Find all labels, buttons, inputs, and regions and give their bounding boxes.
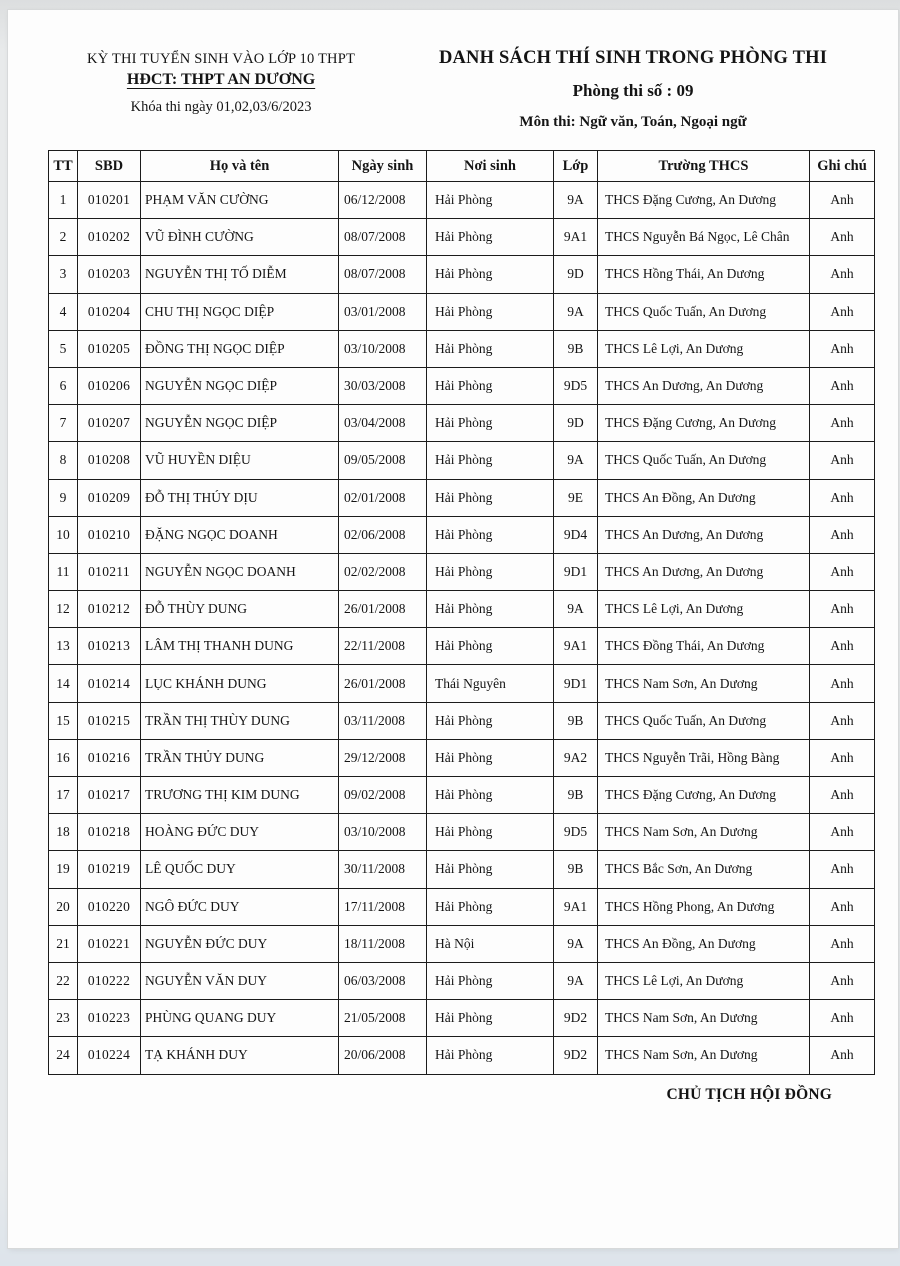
cell-school: THCS Hồng Thái, An Dương xyxy=(598,256,810,293)
cell-note: Anh xyxy=(810,888,875,925)
cell-sbd: 010220 xyxy=(78,888,141,925)
cell-sbd: 010223 xyxy=(78,1000,141,1037)
cell-note: Anh xyxy=(810,182,875,219)
cell-sbd: 010215 xyxy=(78,702,141,739)
cell-pob: Hải Phòng xyxy=(427,814,554,851)
cell-school: THCS Nam Sơn, An Dương xyxy=(598,814,810,851)
cell-school: THCS Nguyễn Bá Ngọc, Lê Chân xyxy=(598,219,810,256)
table-row xyxy=(49,405,875,442)
document-header xyxy=(48,48,872,131)
cell-sbd: 010204 xyxy=(78,293,141,330)
cell-sbd: 010217 xyxy=(78,777,141,814)
cell-class: 9D2 xyxy=(554,1000,598,1037)
cell-class: 9A xyxy=(554,293,598,330)
cell-pob: Thái Nguyên xyxy=(427,665,554,702)
cell-sbd: 010203 xyxy=(78,256,141,293)
cell-sbd: 010221 xyxy=(78,925,141,962)
cell-name: NGUYỄN NGỌC DIỆP xyxy=(141,405,339,442)
table-row xyxy=(49,182,875,219)
cell-sbd: 010219 xyxy=(78,851,141,888)
cell-tt: 4 xyxy=(49,293,78,330)
cell-tt: 24 xyxy=(49,1037,78,1074)
cell-sbd: 010206 xyxy=(78,367,141,404)
table-row xyxy=(49,628,875,665)
cell-pob: Hải Phòng xyxy=(427,330,554,367)
cell-tt: 20 xyxy=(49,888,78,925)
cell-tt: 3 xyxy=(49,256,78,293)
cell-school: THCS An Đồng, An Dương xyxy=(598,925,810,962)
cell-school: THCS Nam Sơn, An Dương xyxy=(598,665,810,702)
cell-class: 9A xyxy=(554,962,598,999)
cell-note: Anh xyxy=(810,739,875,776)
cell-class: 9B xyxy=(554,777,598,814)
cell-name: VŨ ĐÌNH CƯỜNG xyxy=(141,219,339,256)
cell-class: 9A xyxy=(554,591,598,628)
cell-sbd: 010209 xyxy=(78,479,141,516)
cell-note: Anh xyxy=(810,851,875,888)
cell-note: Anh xyxy=(810,405,875,442)
cell-tt: 21 xyxy=(49,925,78,962)
column-header-sbd: SBD xyxy=(78,151,141,182)
table-row xyxy=(49,777,875,814)
cell-note: Anh xyxy=(810,442,875,479)
exam-dates: Khóa thi ngày 01,02,03/6/2023 xyxy=(130,99,312,115)
cell-sbd: 010202 xyxy=(78,219,141,256)
cell-note: Anh xyxy=(810,1037,875,1074)
cell-pob: Hải Phòng xyxy=(427,553,554,590)
cell-class: 9D1 xyxy=(554,665,598,702)
cell-school: THCS Nam Sơn, An Dương xyxy=(598,1000,810,1037)
table-row xyxy=(49,293,875,330)
cell-pob: Hải Phòng xyxy=(427,591,554,628)
table-row xyxy=(49,888,875,925)
cell-class: 9E xyxy=(554,479,598,516)
cell-note: Anh xyxy=(810,777,875,814)
cell-pob: Hải Phòng xyxy=(427,739,554,776)
cell-note: Anh xyxy=(810,219,875,256)
cell-note: Anh xyxy=(810,665,875,702)
table-row xyxy=(49,330,875,367)
cell-dob: 08/07/2008 xyxy=(339,219,427,256)
column-header-tt: TT xyxy=(49,151,78,182)
cell-pob: Hải Phòng xyxy=(427,182,554,219)
cell-dob: 06/12/2008 xyxy=(339,182,427,219)
cell-pob: Hải Phòng xyxy=(427,516,554,553)
cell-tt: 19 xyxy=(49,851,78,888)
cell-school: THCS Đặng Cương, An Dương xyxy=(598,182,810,219)
cell-dob: 22/11/2008 xyxy=(339,628,427,665)
cell-name: ĐỖ THÙY DUNG xyxy=(141,591,339,628)
cell-note: Anh xyxy=(810,256,875,293)
cell-class: 9A1 xyxy=(554,888,598,925)
cell-sbd: 010207 xyxy=(78,405,141,442)
column-header-pob: Nơi sinh xyxy=(427,151,554,182)
cell-pob: Hải Phòng xyxy=(427,367,554,404)
cell-tt: 13 xyxy=(49,628,78,665)
cell-pob: Hải Phòng xyxy=(427,962,554,999)
cell-sbd: 010216 xyxy=(78,739,141,776)
cell-name: NGUYỄN NGỌC DOANH xyxy=(141,553,339,590)
cell-note: Anh xyxy=(810,1000,875,1037)
cell-class: 9D2 xyxy=(554,1037,598,1074)
cell-school: THCS Quốc Tuấn, An Dương xyxy=(598,442,810,479)
cell-school: THCS An Dương, An Dương xyxy=(598,516,810,553)
cell-name: LÂM THỊ THANH DUNG xyxy=(141,628,339,665)
cell-sbd: 010201 xyxy=(78,182,141,219)
cell-pob: Hải Phòng xyxy=(427,479,554,516)
cell-tt: 17 xyxy=(49,777,78,814)
cell-class: 9D xyxy=(554,256,598,293)
cell-school: THCS Nguyễn Trãi, Hồng Bàng xyxy=(598,739,810,776)
cell-name: NGUYỄN VĂN DUY xyxy=(141,962,339,999)
cell-dob: 21/05/2008 xyxy=(339,1000,427,1037)
table-row xyxy=(49,814,875,851)
cell-name: LỤC KHÁNH DUNG xyxy=(141,665,339,702)
table-row xyxy=(49,219,875,256)
table-row xyxy=(49,739,875,776)
cell-dob: 08/07/2008 xyxy=(339,256,427,293)
cell-note: Anh xyxy=(810,367,875,404)
cell-pob: Hải Phòng xyxy=(427,888,554,925)
cell-tt: 7 xyxy=(49,405,78,442)
cell-dob: 18/11/2008 xyxy=(339,925,427,962)
cell-school: THCS An Dương, An Dương xyxy=(598,553,810,590)
cell-name: LÊ QUỐC DUY xyxy=(141,851,339,888)
cell-tt: 23 xyxy=(49,1000,78,1037)
cell-name: CHU THỊ NGỌC DIỆP xyxy=(141,293,339,330)
cell-dob: 26/01/2008 xyxy=(339,665,427,702)
table-row xyxy=(49,851,875,888)
cell-sbd: 010224 xyxy=(78,1037,141,1074)
cell-sbd: 010214 xyxy=(78,665,141,702)
cell-school: THCS Quốc Tuấn, An Dương xyxy=(598,702,810,739)
cell-class: 9D xyxy=(554,405,598,442)
cell-pob: Hải Phòng xyxy=(427,777,554,814)
cell-dob: 06/03/2008 xyxy=(339,962,427,999)
table-row xyxy=(49,665,875,702)
cell-dob: 09/02/2008 xyxy=(339,777,427,814)
cell-class: 9D1 xyxy=(554,553,598,590)
cell-note: Anh xyxy=(810,962,875,999)
cell-tt: 15 xyxy=(49,702,78,739)
table-header-row xyxy=(49,151,875,182)
candidate-table xyxy=(48,150,875,1075)
table-row xyxy=(49,442,875,479)
table-row xyxy=(49,702,875,739)
cell-school: THCS Đồng Thái, An Dương xyxy=(598,628,810,665)
cell-dob: 03/01/2008 xyxy=(339,293,427,330)
cell-note: Anh xyxy=(810,479,875,516)
column-header-school: Trường THCS xyxy=(598,151,810,182)
cell-pob: Hải Phòng xyxy=(427,1000,554,1037)
cell-sbd: 010208 xyxy=(78,442,141,479)
cell-school: THCS Đặng Cương, An Dương xyxy=(598,405,810,442)
cell-school: THCS Bắc Sơn, An Dương xyxy=(598,851,810,888)
cell-name: ĐỖ THỊ THÚY DỊU xyxy=(141,479,339,516)
cell-dob: 02/06/2008 xyxy=(339,516,427,553)
cell-name: HOÀNG ĐỨC DUY xyxy=(141,814,339,851)
cell-tt: 6 xyxy=(49,367,78,404)
cell-tt: 16 xyxy=(49,739,78,776)
cell-school: THCS Hồng Phong, An Dương xyxy=(598,888,810,925)
table-row xyxy=(49,516,875,553)
cell-sbd: 010213 xyxy=(78,628,141,665)
cell-name: PHÙNG QUANG DUY xyxy=(141,1000,339,1037)
table-row xyxy=(49,479,875,516)
cell-note: Anh xyxy=(810,628,875,665)
exam-subjects: Môn thi: Ngữ văn, Toán, Ngoại ngữ xyxy=(519,114,747,130)
cell-dob: 02/02/2008 xyxy=(339,553,427,590)
column-header-note: Ghi chú xyxy=(810,151,875,182)
cell-class: 9B xyxy=(554,851,598,888)
document-page xyxy=(8,10,898,1248)
cell-note: Anh xyxy=(810,814,875,851)
cell-pob: Hải Phòng xyxy=(427,851,554,888)
cell-school: THCS Lê Lợi, An Dương xyxy=(598,330,810,367)
cell-name: NGUYỄN NGỌC DIỆP xyxy=(141,367,339,404)
header-left-block xyxy=(48,48,394,116)
cell-name: NGÔ ĐỨC DUY xyxy=(141,888,339,925)
cell-note: Anh xyxy=(810,516,875,553)
cell-pob: Hải Phòng xyxy=(427,628,554,665)
cell-name: TRƯƠNG THỊ KIM DUNG xyxy=(141,777,339,814)
cell-class: 9A1 xyxy=(554,628,598,665)
cell-dob: 17/11/2008 xyxy=(339,888,427,925)
cell-pob: Hải Phòng xyxy=(427,405,554,442)
cell-dob: 30/11/2008 xyxy=(339,851,427,888)
table-row xyxy=(49,256,875,293)
table-row xyxy=(49,1000,875,1037)
cell-name: ĐẶNG NGỌC DOANH xyxy=(141,516,339,553)
cell-note: Anh xyxy=(810,925,875,962)
cell-dob: 29/12/2008 xyxy=(339,739,427,776)
cell-dob: 02/01/2008 xyxy=(339,479,427,516)
cell-class: 9B xyxy=(554,702,598,739)
cell-class: 9A xyxy=(554,442,598,479)
cell-note: Anh xyxy=(810,293,875,330)
cell-pob: Hải Phòng xyxy=(427,1037,554,1074)
cell-name: TRẦN THỊ THÙY DUNG xyxy=(141,702,339,739)
cell-school: THCS Đặng Cương, An Dương xyxy=(598,777,810,814)
cell-class: 9D5 xyxy=(554,814,598,851)
cell-tt: 18 xyxy=(49,814,78,851)
cell-dob: 03/11/2008 xyxy=(339,702,427,739)
cell-school: THCS Lê Lợi, An Dương xyxy=(598,591,810,628)
signature-title: CHỦ TỊCH HỘI ĐỒNG xyxy=(666,1085,832,1103)
cell-note: Anh xyxy=(810,702,875,739)
column-header-name: Họ và tên xyxy=(141,151,339,182)
table-row xyxy=(49,1037,875,1074)
cell-name: NGUYỄN ĐỨC DUY xyxy=(141,925,339,962)
cell-name: TẠ KHÁNH DUY xyxy=(141,1037,339,1074)
column-header-class: Lớp xyxy=(554,151,598,182)
table-row xyxy=(49,367,875,404)
cell-school: THCS Quốc Tuấn, An Dương xyxy=(598,293,810,330)
cell-pob: Hải Phòng xyxy=(427,256,554,293)
cell-note: Anh xyxy=(810,553,875,590)
cell-class: 9A1 xyxy=(554,219,598,256)
cell-tt: 8 xyxy=(49,442,78,479)
cell-pob: Hải Phòng xyxy=(427,293,554,330)
cell-sbd: 010205 xyxy=(78,330,141,367)
cell-name: NGUYỄN THỊ TỐ DIỄM xyxy=(141,256,339,293)
cell-school: THCS An Đồng, An Dương xyxy=(598,479,810,516)
cell-pob: Hải Phòng xyxy=(427,219,554,256)
cell-sbd: 010211 xyxy=(78,553,141,590)
room-number: Phòng thi số : 09 xyxy=(572,81,694,100)
cell-class: 9B xyxy=(554,330,598,367)
cell-dob: 26/01/2008 xyxy=(339,591,427,628)
table-row xyxy=(49,925,875,962)
cell-sbd: 010210 xyxy=(78,516,141,553)
cell-tt: 5 xyxy=(49,330,78,367)
table-row xyxy=(49,962,875,999)
cell-sbd: 010218 xyxy=(78,814,141,851)
cell-dob: 03/04/2008 xyxy=(339,405,427,442)
cell-pob: Hải Phòng xyxy=(427,702,554,739)
cell-tt: 9 xyxy=(49,479,78,516)
cell-tt: 12 xyxy=(49,591,78,628)
council-name: HĐCT: THPT AN DƯƠNG xyxy=(126,71,316,88)
cell-sbd: 010222 xyxy=(78,962,141,999)
cell-class: 9A2 xyxy=(554,739,598,776)
cell-school: THCS Nam Sơn, An Dương xyxy=(598,1037,810,1074)
column-header-dob: Ngày sinh xyxy=(339,151,427,182)
list-title: DANH SÁCH THÍ SINH TRONG PHÒNG THI xyxy=(438,48,828,68)
cell-name: VŨ HUYỀN DIỆU xyxy=(141,442,339,479)
table-row xyxy=(49,591,875,628)
exam-name: KỲ THI TUYỂN SINH VÀO LỚP 10 THPT xyxy=(87,51,356,67)
cell-note: Anh xyxy=(810,330,875,367)
table-row xyxy=(49,553,875,590)
cell-tt: 22 xyxy=(49,962,78,999)
cell-dob: 20/06/2008 xyxy=(339,1037,427,1074)
cell-name: PHẠM VĂN CƯỜNG xyxy=(141,182,339,219)
cell-class: 9D5 xyxy=(554,367,598,404)
cell-sbd: 010212 xyxy=(78,591,141,628)
cell-tt: 11 xyxy=(49,553,78,590)
cell-tt: 14 xyxy=(49,665,78,702)
cell-dob: 30/03/2008 xyxy=(339,367,427,404)
cell-pob: Hà Nội xyxy=(427,925,554,962)
cell-dob: 03/10/2008 xyxy=(339,814,427,851)
cell-school: THCS An Dương, An Dương xyxy=(598,367,810,404)
cell-tt: 2 xyxy=(49,219,78,256)
cell-name: ĐỒNG THỊ NGỌC DIỆP xyxy=(141,330,339,367)
cell-class: 9D4 xyxy=(554,516,598,553)
cell-tt: 1 xyxy=(49,182,78,219)
cell-dob: 09/05/2008 xyxy=(339,442,427,479)
cell-class: 9A xyxy=(554,925,598,962)
cell-class: 9A xyxy=(554,182,598,219)
cell-name: TRẦN THỦY DUNG xyxy=(141,739,339,776)
header-right-block xyxy=(394,48,872,131)
cell-school: THCS Lê Lợi, An Dương xyxy=(598,962,810,999)
cell-tt: 10 xyxy=(49,516,78,553)
cell-note: Anh xyxy=(810,591,875,628)
cell-pob: Hải Phòng xyxy=(427,442,554,479)
cell-dob: 03/10/2008 xyxy=(339,330,427,367)
